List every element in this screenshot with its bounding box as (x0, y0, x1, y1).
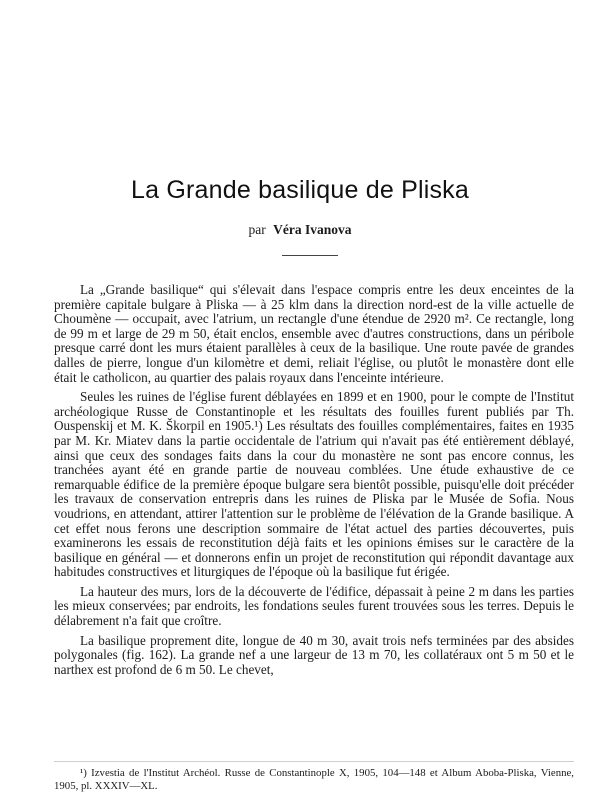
title-rule (282, 255, 338, 256)
article-byline (0, 222, 600, 238)
paragraph: La hauteur des murs, lors de la découverte de l'édifice, dépassait à peine 2 m dans les parties les mieux conservées; par endroits, les fondations seules furent trouvées sous les terres. Depuis le délabrement n'a fait que croître. (54, 583, 574, 629)
paragraph: La „Grande basilique“ qui s'élevait dans l'espace compris entre les deux enceintes de la première capitale bulgare à Pliska — à 25 klm dans la direction nord-est de la ville actuelle de Choumène — occupait, avec l'atrium, un rectangle d'une étendue de 2920 m². Ce rectangle, long de 99 m et large de 29 m 50, était enclos, ensemble avec d'autres constructions, dans un péribole presque carré dont les murs étaient parallèles à ceux de la basilique. Une route pavée de grandes dalles de pierre, longue d'un kilomètre et demi, reliait l'église, ou plutôt le monastère dont elle était le catholicon, au quartier des palais royaux dans l'enceinte intérieure. (54, 282, 574, 385)
author-name: Véra Ivanova (273, 222, 352, 237)
paragraph: Seules les ruines de l'église furent déblayées en 1899 et en 1900, pour le compte de l'Institut archéologique Russe de Constantinople et les résultats des fouilles furent publiés par Th. Ouspenskij et M. K. Škorpil en 1905.¹) Les résultats des fouilles complémentaires, faites en 1935 par M. Kr. Miatev dans la partie occidentale de l'atrium qui n'avait pas été entièrement déblayé, ainsi que ceux des sondages faits dans la cour du monastère ne sont pas encore connus, les tranchées ayant été en grande partie de nouveau comblées. Une étude exhaustive de ce remarquable édifice de la première époque bulgare sera bientôt possible, puisqu'elle doit précéder les travaux de conservation entrepris dans les ruines de Pliska par le Musée de Sofia. Nous voudrions, en attendant, attirer l'attention sur le problème de l'élévation de la Grande basilique. A cet effet nous ferons une description sommaire de l'état actuel des parties découvertes, puis examinerons les essais de reconstitution déjà faits et les opinions émises sur le caractère de la basilique en général — et donnerons enfin un projet de reconstitution qui répondit davantage aux habitudes constructives et liturgiques de l'époque où la basilique fut érigée. (54, 389, 574, 580)
article-title: La Grande basilique de Pliska (131, 176, 469, 204)
paragraph: La basilique proprement dite, longue de 40 m 30, avait trois nefs terminées par des absides polygonales (fig. 162). La grande nef a une largeur de 13 m 70, les collatéraux ont 5 m 50 et le narthex est profond de 6 m 50. Le chevet, (54, 632, 574, 677)
article-body (54, 283, 574, 682)
footnote-divider (54, 761, 574, 762)
footnote: ¹) Izvestia de l'Institut Archéol. Russe de Constantinople X, 1905, 104—148 et Album Aboba-Pliska, Vienne, 1905, pl. XXXIV—XL. (54, 767, 574, 792)
byline-prefix: par (248, 222, 266, 237)
